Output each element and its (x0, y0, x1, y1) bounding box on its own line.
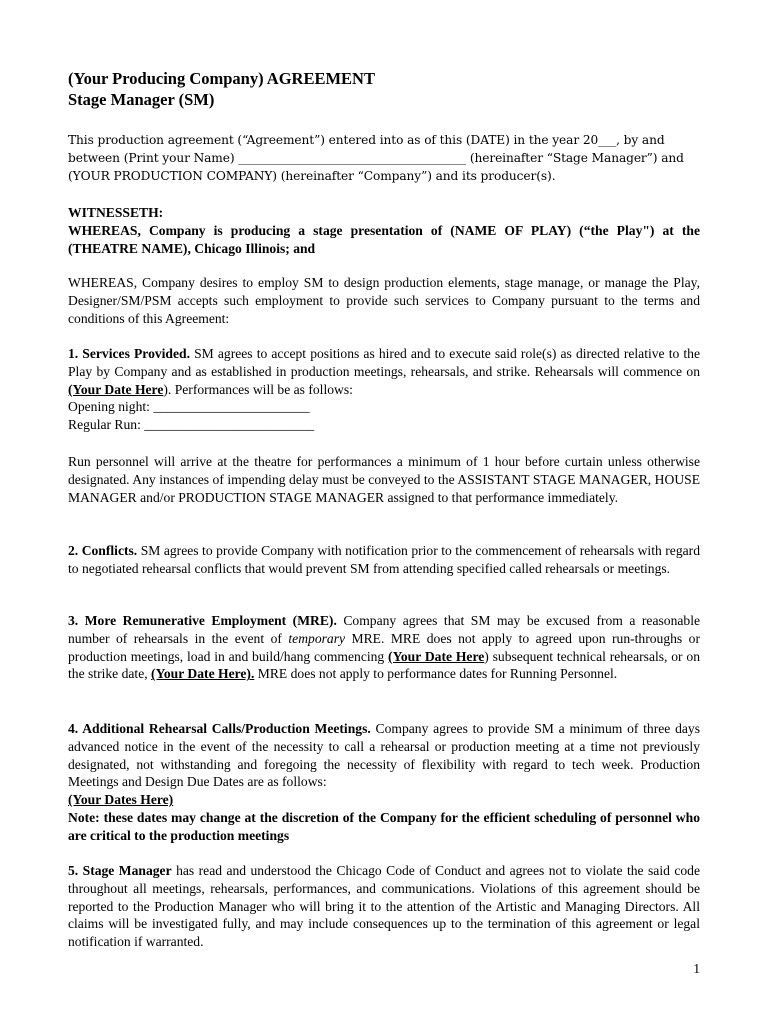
section-1 (68, 345, 700, 434)
intro-paragraph (68, 132, 700, 185)
section-3-text: 3. More Remunerative Employment (MRE). Company agrees that SM may be excused from a reasonable number of rehearsals in the event of temporary MRE. MRE does not apply to agreed upon run-throughs or production meetings, load in and build/hang commencing (Your Date Here) subsequent technical rehearsals, or on the strike date, (Your Date Here). MRE does not apply to performance dates for Running Personnel. (68, 613, 701, 682)
section-3-date-1: (Your Date Here (388, 648, 485, 664)
section-2-heading: 2. Conflicts. (68, 543, 138, 558)
section-5 (68, 862, 700, 951)
intro-line-3: (YOUR PRODUCTION COMPANY) (hereinafter “Company”) and its producer(s). (68, 168, 556, 183)
section-1-text: 1. Services Provided. SM agrees to accept positions as hired and to execute said role(s) as directed relative to the Play by Company and as established in production meetings, rehearsals, and strike. Rehearsals will commence on (Your Date Here). Performances will be as follows: (68, 346, 700, 397)
document-title (68, 68, 700, 110)
section-4-note: Note: these dates may change at the discretion of the Company for the efficient scheduling of personnel who are critical to the production meetings (68, 809, 700, 843)
section-4 (68, 720, 700, 845)
whereas-1: WHEREAS, Company is producing a stage presentation of (NAME OF PLAY) (“the Play") at the (THEATRE NAME), Chicago Illinois; and (68, 222, 700, 256)
whereas-2: WHEREAS, Company desires to employ SM to design production elements, stage manage, or manage the Play, Designer/SM/PSM accepts such employment to provide such services to Company pursuant to the terms and conditions of this Agreement: (68, 275, 700, 326)
run-personnel-paragraph (68, 453, 700, 506)
section-4-dates: (Your Dates Here) (68, 792, 174, 808)
opening-night-line: Opening night: _______________________ (68, 399, 310, 415)
section-3-heading: 3. More Remunerative Employment (MRE). (68, 613, 337, 628)
page-number: 1 (693, 961, 700, 976)
witnesseth-heading: WITNESSETH: (68, 205, 164, 220)
whereas-2-paragraph (68, 274, 700, 327)
section-1-heading: 1. Services Provided. (68, 346, 190, 361)
section-2 (68, 542, 700, 578)
title-line-2: Stage Manager (SM) (68, 90, 215, 109)
run-personnel-text: Run personnel will arrive at the theatre for performances a minimum of 1 hour before curtain unless otherwise designated. Any instances of impending delay must be conveyed to the ASSISTANT STAGE MANAGER, HOUSE MANAGER and/or PRODUCTION STAGE MANAGER assigned to that performance immediately. (68, 454, 700, 505)
section-2-text: 2. Conflicts. SM agrees to provide Company with notification prior to the commencement of rehearsals with regard to negotiated rehearsal conflicts that would prevent SM from attending specified called rehearsals or meetings. (68, 543, 700, 576)
witnesseth-section (68, 204, 700, 257)
section-3 (68, 612, 700, 683)
intro-line-2: between (Print your Name) ______________________________________ (hereinafter “Stage Manager”) and (68, 150, 684, 165)
section-3-date-2: (Your Date Here). (151, 666, 255, 682)
regular-run-line: Regular Run: _________________________ (68, 417, 315, 433)
intro-line-1: This production agreement (“Agreement”) entered into as of this (DATE) in the year 20___, by and (68, 133, 665, 147)
section-4-text: 4. Additional Rehearsal Calls/Production Meetings. Company agrees to provide SM a minimum of three days advanced notice in the event of the necessity to call a rehearsal or production meeting at a time not previously designated, not withstanding and foregoing the necessity of flexibility with regard to tech week. Production Meetings and Design Due Dates are as follows: (68, 721, 700, 790)
section-4-heading: 4. Additional Rehearsal Calls/Production Meetings. (68, 721, 371, 736)
title-line-1: (Your Producing Company) AGREEMENT (68, 69, 375, 88)
section-1-date: (Your Date Here (68, 381, 164, 397)
section-5-heading: 5. Stage Manager (68, 863, 172, 878)
section-5-text: 5. Stage Manager has read and understood the Chicago Code of Conduct and agrees not to violate the said code throughout all meetings, rehearsals, performances, and communications. Violations of this agreement should be reported to the Production Manager who will bring it to the attention of the Artistic and Managing Directors. All claims will be investigated fully, and may include consequences up to the termination of this agreement or legal notification if warranted. (68, 863, 700, 950)
